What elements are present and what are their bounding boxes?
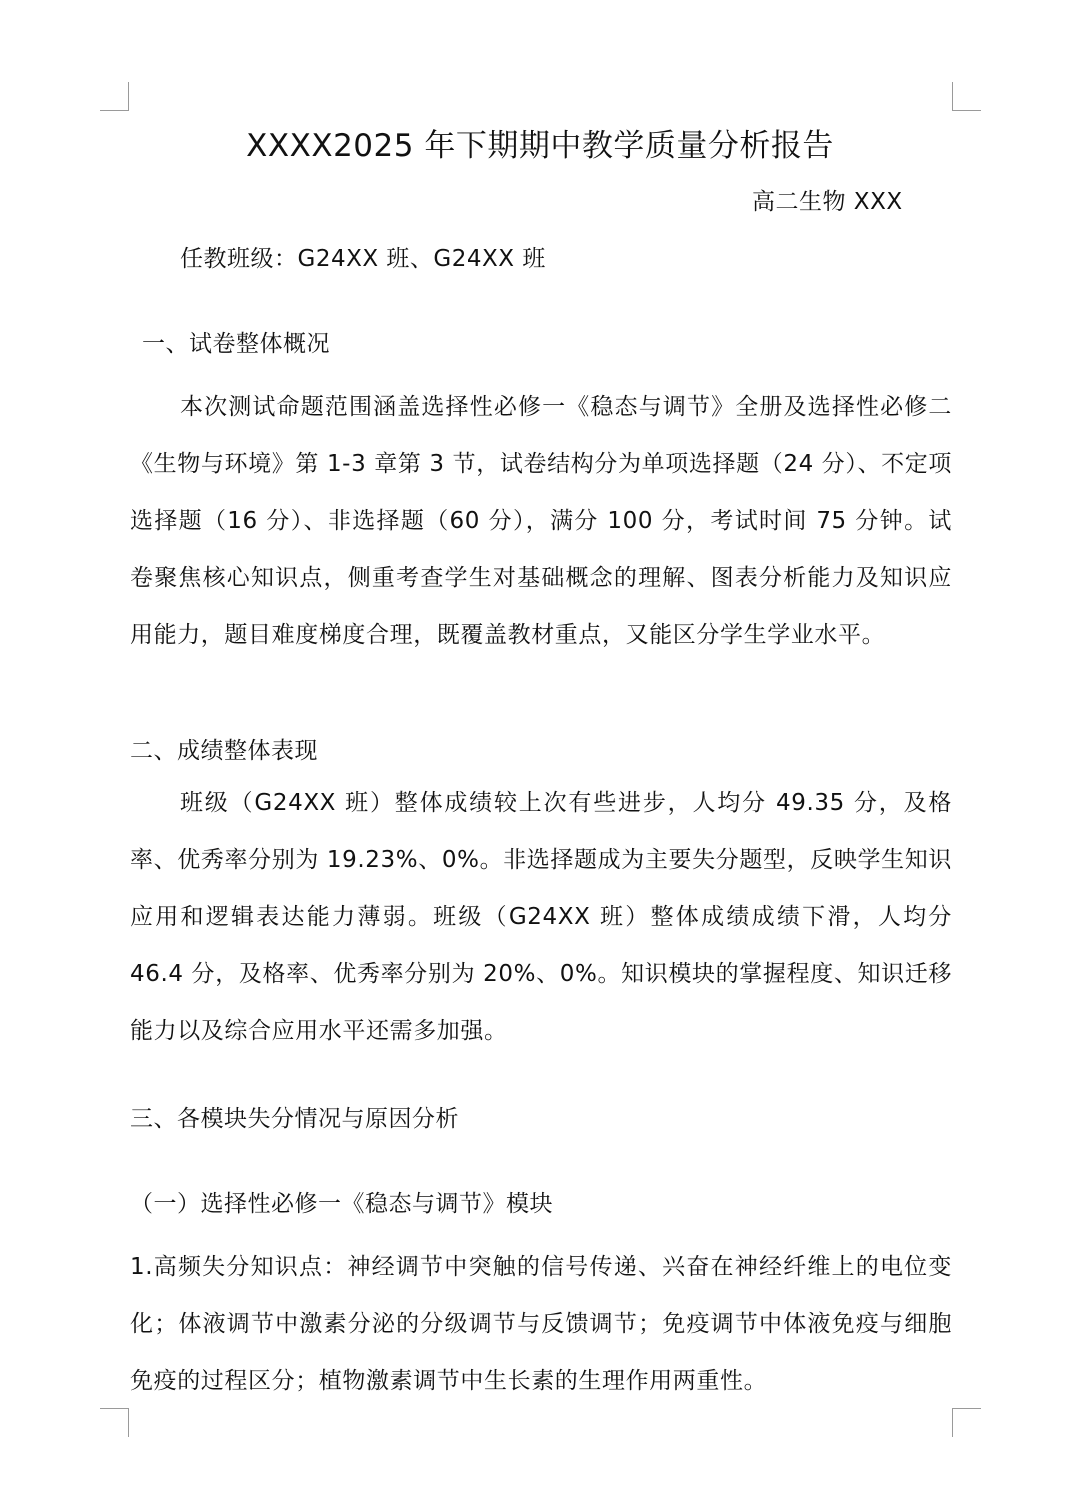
document-author: 高二生物 XXX [752, 189, 903, 215]
teaching-classes: 任教班级：G24XX 班、G24XX 班 [180, 246, 546, 272]
document-title: XXXX2025 年下期期中教学质量分析报告 [246, 128, 834, 164]
section-paragraph-overview: 本次测试命题范围涵盖选择性必修一《稳态与调节》全册及选择性必修二《生物与环境》第 1-3 章第 3 节，试卷结构分为单项选择题（24 分）、不定项选择题（16 分）、非选择题（60 分），满分 100 分，考试时间 75 分钟。试卷聚焦核心知识点，侧重考查学生对基础概念的理解、图表分析能力及知识应用能力，题目难度梯度合理，既覆盖教材重点，又能区分学生学业水平。 [130, 394, 952, 648]
page-corner-mark-bottom-right [952, 1408, 981, 1437]
page-corner-mark-bottom-left [100, 1408, 129, 1437]
subsection-heading-module-one: （一）选择性必修一《稳态与调节》模块 [130, 1191, 553, 1217]
section-paragraph-performance: 班级（G24XX 班）整体成绩较上次有些进步，人均分 49.35 分，及格率、优秀率分别为 19.23%、0%。非选择题成为主要失分题型，反映学生知识应用和逻辑表达能力薄弱。班级（G24XX 班）整体成绩成绩下滑，人均分 46.4 分，及格率、优秀率分别为 20%、0%。知识模块的掌握程度、知识迁移能力以及综合应用水平还需多加强。 [130, 790, 952, 1044]
section-paragraph-module-one: 1.高频失分知识点：神经调节中突触的信号传递、兴奋在神经纤维上的电位变化；体液调节中激素分泌的分级调节与反馈调节；免疫调节中体液免疫与细胞免疫的过程区分；植物激素调节中生长素的生理作用两重性。 [130, 1254, 952, 1394]
section-heading-module-analysis: 三、各模块失分情况与原因分析 [130, 1106, 459, 1132]
section-heading-overview: 一、试卷整体概况 [142, 331, 330, 357]
section-heading-performance: 二、成绩整体表现 [130, 738, 318, 764]
page-corner-mark-top-right [952, 82, 981, 111]
page-corner-mark-top-left [100, 82, 129, 111]
